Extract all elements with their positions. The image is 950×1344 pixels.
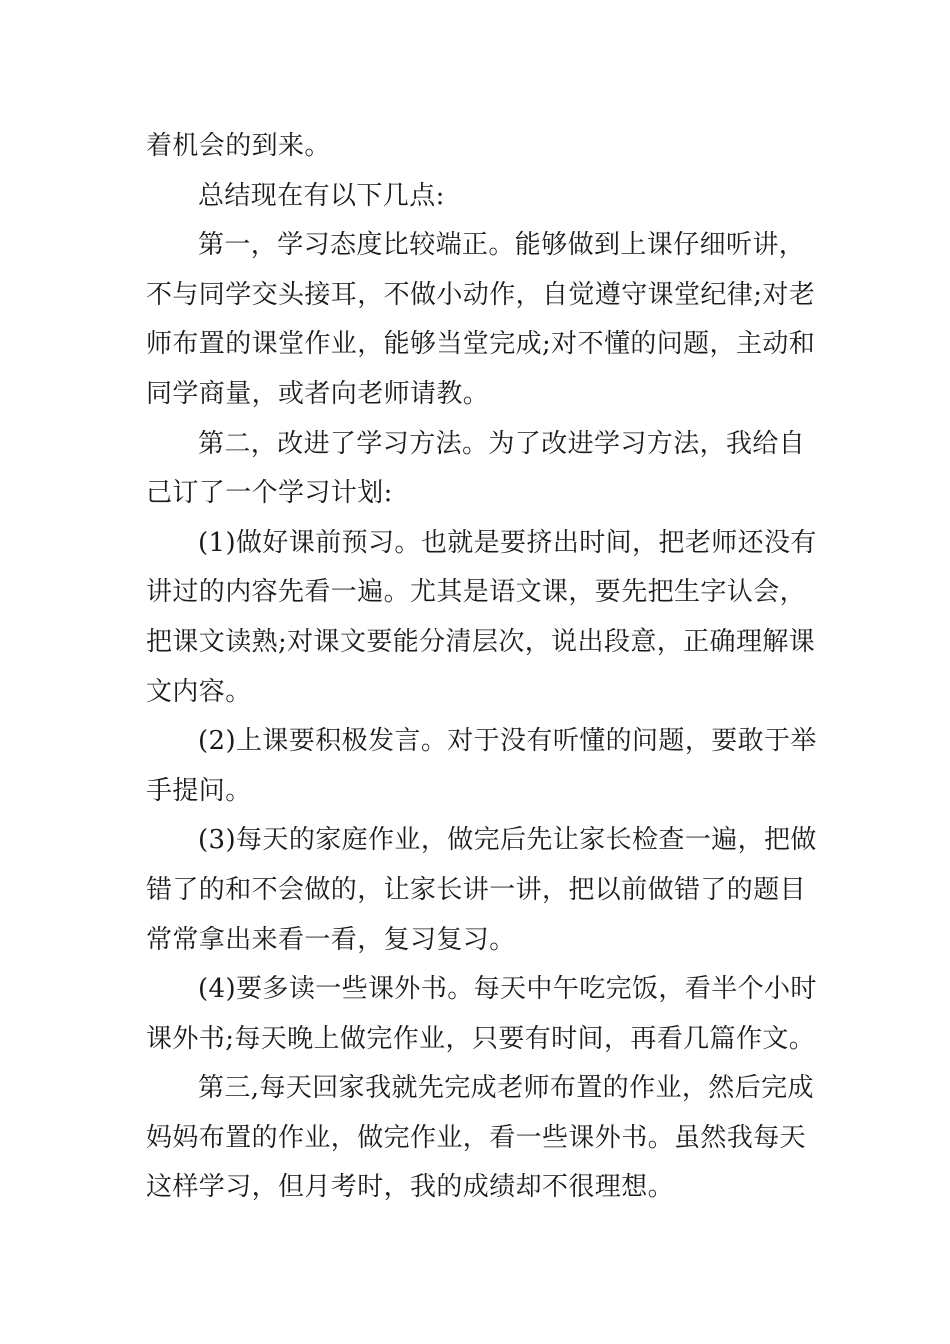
text-line: 这样学习，但月考时，我的成绩却不很理想。	[146, 1172, 675, 1203]
paragraph	[146, 717, 817, 816]
text-line: 己订了一个学习计划:	[146, 478, 393, 509]
paragraph	[146, 420, 808, 519]
text-line: (3)每天的家庭作业，做完后先让家长检查一遍，把做	[198, 825, 817, 856]
text-line: 第三,每天回家我就先完成老师布置的作业，然后完成	[198, 1073, 814, 1104]
text-line: 总结现在有以下几点:	[198, 180, 445, 211]
paragraph	[146, 816, 817, 965]
text-line: 文内容。	[146, 676, 252, 707]
text-line: 妈妈布置的作业，做完作业，看一些课外书。虽然我每天	[146, 1122, 807, 1153]
paragraph	[146, 172, 808, 222]
text-line: (2)上课要积极发言。对于没有听懂的问题，要敢于举	[198, 726, 817, 757]
paragraph	[146, 221, 816, 419]
document-body	[146, 122, 817, 1213]
text-line: 同学商量，或者向老师请教。	[146, 378, 490, 409]
text-line: 课外书;每天晚上做完作业，只要有时间，再看几篇作文。	[146, 1023, 816, 1054]
text-line: 讲过的内容先看一遍。尤其是语文课，要先把生字认会，	[146, 577, 807, 608]
text-line: 着机会的到来。	[146, 131, 331, 161]
paragraph	[146, 122, 808, 172]
text-line: (4)要多读一些课外书。每天中午吃完饭，看半个小时	[198, 974, 817, 1005]
text-line: 手提问。	[146, 775, 252, 806]
text-line: 师布置的课堂作业，能够当堂完成;对不懂的问题，主动和	[146, 329, 816, 360]
text-line: (1)做好课前预习。也就是要挤出时间，把老师还没有	[198, 527, 817, 558]
text-line: 不与同学交头接耳，不做小动作，自觉遵守课堂纪律;对老	[146, 279, 816, 310]
text-line: 错了的和不会做的，让家长讲一讲，把以前做错了的题目	[146, 874, 807, 905]
paragraph	[146, 519, 817, 717]
text-line: 常常拿出来看一看，复习复习。	[146, 924, 516, 955]
text-line: 第二，改进了学习方法。为了改进学习方法，我给自	[198, 428, 806, 459]
paragraph	[146, 1064, 814, 1213]
paragraph	[146, 965, 817, 1064]
text-line: 第一，学习态度比较端正。能够做到上课仔细听讲，	[198, 230, 806, 261]
text-line: 把课文读熟;对课文要能分清层次，说出段意，正确理解课	[146, 626, 816, 657]
